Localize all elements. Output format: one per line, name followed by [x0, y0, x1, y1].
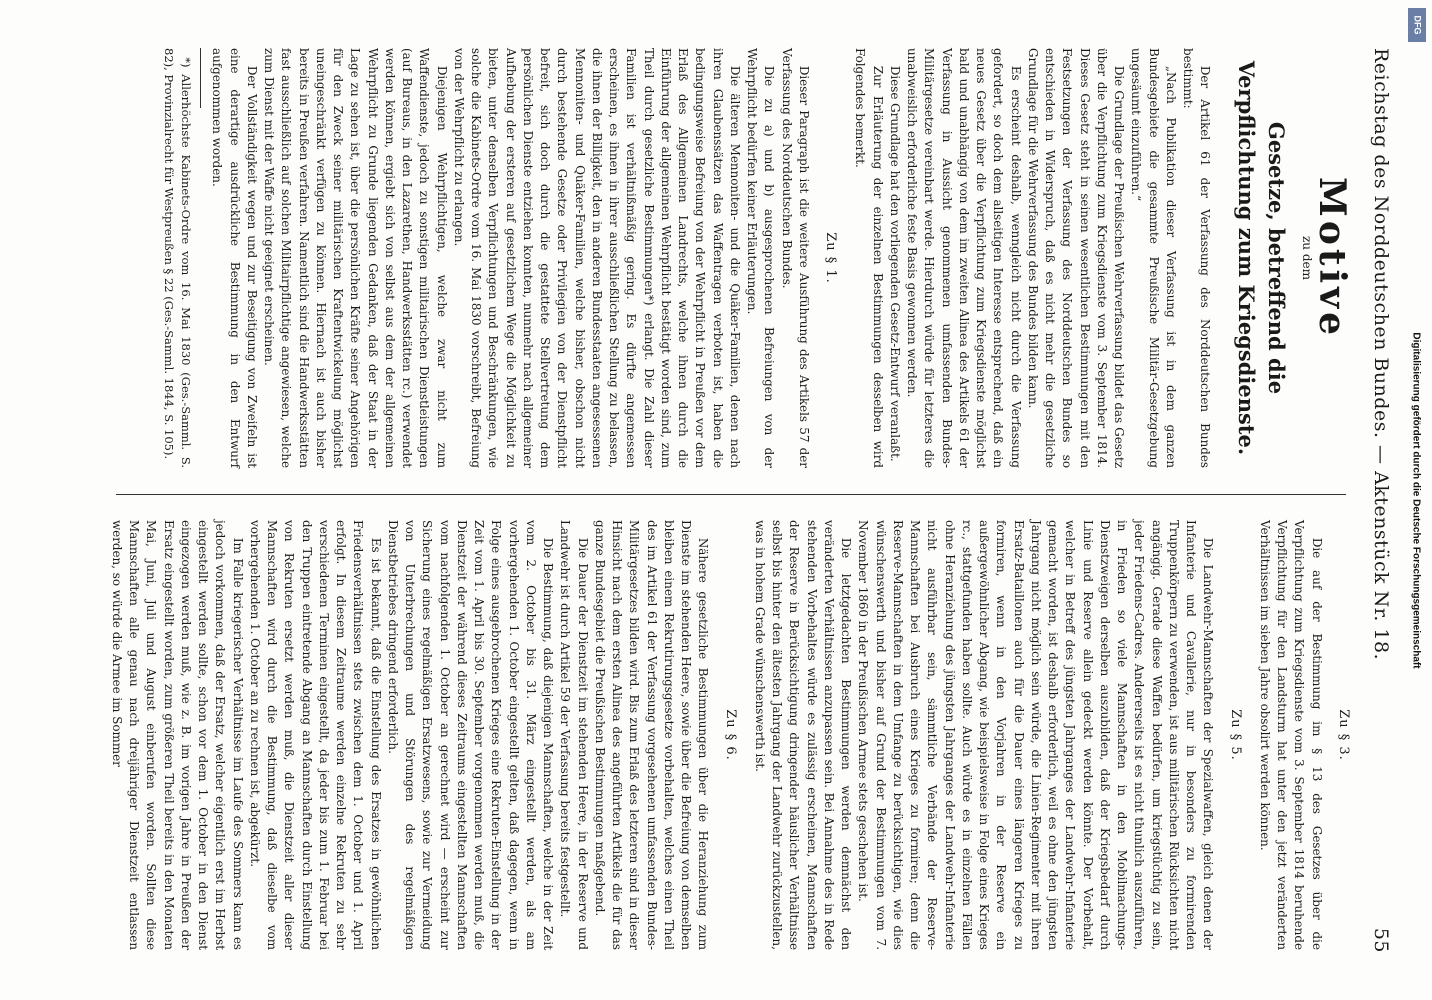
digitization-note — [1404, 100, 1428, 900]
paragraph: Der Vollständigkeit wegen und zur Beseitigung von Zweifeln ist eine derartige ausdrückliche Bestimmung in den Entwurf aufgenommen worden. — [210, 48, 259, 468]
paragraph: Diejenigen Wehrpflichtigen, welche zwar nicht zum Waffendienste, jedoch zu sonstigen militairischen Dienstleistungen (auf Bureaus, in den Lazarethen, Handwerksstätten rc.) verwendet werden können, ergiebt sich von selbst aus dem der allgemeinen Wehrpflicht zu Grunde liegenden Gedanken, daß der Staat in der Lage zu sehen ist, über die persönlichen Kräfte seiner Angehörigen für den Zweck seiner militärischen Kraftentwickelung möglichst uneingeschränkt verfügen zu können. Hiernach ist auch bisher bereits in Preußen verfahren. Namentlich sind die Handwerksstätten fast ausschließlich auf solchen Militairpflichtige angewiesen, welche zum Dienst mit der Waffe nicht geeignet erscheinen. — [262, 48, 449, 468]
column-divider — [116, 494, 1346, 495]
section-heading-5: Zu § 5. — [1227, 709, 1243, 761]
section-heading-6: Zu § 6. — [722, 709, 738, 761]
section-heading-3: Zu § 3. — [1336, 709, 1351, 761]
paragraph: Dieser Paragraph ist die weitere Ausführung des Artikels 57 der Verfassung des Norddeutschen Bundes. — [779, 48, 811, 468]
paragraph: Die Dauer der Dienstzeit im stehenden Heere, in der Reserve und Landwehr ist durch Artikel 59 der Verfassung bereits festgestellt. — [558, 520, 590, 950]
motive-heading: Motive — [1311, 177, 1353, 339]
footnote — [160, 48, 194, 468]
page-number: 55 — [1370, 927, 1392, 953]
paragraph: Im Falle kriegerischer Verhältnisse im Laufe des Sommers kann es jedoch vorkommen, daß der Ersatz, welcher eigentlich erst im Herbst eingestellt werden sollte, schon vor dem 1. October in den Dienst eingezogen werden muß, wie z. B. im vorigen Jahre in Preußen der Ersatz eingestellt worden, zum größeren Theil bereits in den Monaten Mai, Juni, Juli und August einberufen worden. Sollten diese Mannschaften alle genau nach dreijähriger Dienstzeit entlassen werden, so würde die Armee im Sommer — [110, 520, 245, 950]
zu-dem-line: zu dem — [1299, 235, 1314, 281]
dfg-logo-text: DFG — [1412, 15, 1422, 35]
running-head — [1362, 48, 1392, 953]
paragraph: Zur Erläuterung der einzelnen Bestimmungen desselben wird Folgendes bemerkt. — [853, 48, 885, 468]
paragraph: Die auf der Bestimmung im § 13 des Gesetzes über die Verpflichtung zum Kriegsdienste vom 3. September 1814 beruhende Verpflichtung für den Landsturm hat unter den jetzt veränderten Verhältnissen im sieben Jahre obsolirt werden können. — [1258, 520, 1324, 950]
paragraph: Die letztgedachten Bestimmungen werden demnächst den veränderten Verhältnissen anzupassen sein. Bei Annahme des in Rede stehenden Vorbehaltes würde es zulässig erscheinen, Mannschaften der Reserve in Berücksichtigung dringender häuslicher Verhältnisse selbst bis hinter den ältesten Jahrgang der Landwehr zurückzustellen, was in hohem Grade wünschenswerth ist. — [753, 520, 854, 950]
paragraph: Es ist bekannt, daß die Einstellung des Ersatzes in gewöhnlichen Friedensverhältnissen stets zwischen dem 1. October und 1. April erfolgt. In diesem Zeitraume werden einzelne Rekruten zu sehr verschiedenen Terminen eingestellt, da jeder bis zum 1. Februar bei den Truppen eintretende Abgang an Mannschaften durch Einstellung von Rekruten ersetzt werden muß, die Dienstzeit aller dieser Mannschaften wird durch die Bestimmung, daß dieselbe vom vorhergehenden 1. October an zu rechnen ist, abgekürzt. — [248, 520, 383, 950]
digitization-note-text: Digitalisierung gefördert durch die Deutsche Forschungsgemeinschaft — [1410, 331, 1422, 669]
left-column — [160, 48, 1353, 468]
paragraph: Nähere gesetzliche Bestimmungen über die Heranziehung zum Dienste im stehenden Heere, sowie über die Befreiung von demselben bleiben einem Rekrutirungsgesetze vorbehalten, welches einen Theil des im Artikel 61 der Verfassung vorgesehenen umfassenden Bundes-Militärgesetzes bilden wird. Bis zum Erlaß des letzteren sind in dieser Hinsicht nach dem ersten Alinea des angeführten Artikels die für das ganze Bundesgebiet die Preußischen Bestimmungen maßgebend. — [593, 520, 711, 950]
law-title: Gesetze, betreffend die Verpflichtung zum Kriegsdienste. — [1234, 60, 1290, 456]
section-heading-1: Zu § 1. — [823, 232, 839, 284]
paragraph: Die zu a) und b) ausgesprochenen Befreiungen von der Wehrpflicht bedürfen keiner Erläuterungen. — [745, 48, 777, 468]
running-title: Reichstag des Norddeutschen Bundes. — Aktenstück Nr. 18. — [1370, 48, 1392, 661]
paragraph: Die Landwehr-Mannschaften der Spezialwaffen, gleich denen der Infanterie und Cavallerie, nur in besonders zu formirenden Truppenkörpern zu verwenden, ist aus militärischen Rücksichten nicht angängig. Gerade diese Waffen bedürfen, um kriegstüchtig zu sein, jeder Friedens-Cadres. Andererseits ist es nicht thunlich auszuführen, in Frieden so viele Mannschaften in den Mobilmachungs-Dienstzweigen derselben auszubilden, daß der Kriegsbedarf durch Linie und Reserve allein gedeckt werden könnte. Der Vorbehalt, welcher in Betreff des jüngsten Jahrganges der Landwehr-Infanterie gemacht worden, ist deshalb erforderlich, weil es ohne den jüngsten Jahrgang nicht möglich sein würde, die Linien-Regimenter mit ihren Ersatz-Bataillonen auch für die Dauer eines längeren Krieges zu formiren, wenn in den Vorjahren in der Reserve ein außergewöhnlicher Abgang, wie beispielsweise in Folge eines Krieges rc., stattgefunden haben sollte. Auch würde es in einzelnen Fällen ohne Heranziehung des jüngsten Jahrganges der Landwehr-Infanterie nicht ausführbar sein, sämmtliche Verbände der Reserve-Mannschaften bei Ausbruch eines Krieges zu formiren; denn die Reserve-Mannschaften in dem Umfange zu berücksichtigen, wie dies wünschenswerth und bisher auf Grund der Bestimmungen vom 7. November 1860 in der Preußischen Armee stets geschehen ist. — [856, 520, 1216, 950]
right-column — [108, 520, 1352, 950]
paragraph: Diese Grundlage hat den vorliegenden Gesetz-Entwurf veranlaßt. — [888, 65, 902, 462]
paragraph: Der Artikel 61 der Verfassung des Norddeutschen Bundes bestimmt: — [1181, 48, 1213, 468]
paragraph: Die Bestimmung, daß diejenigen Mannschaften, welche in der Zeit vom 2. October bis 31. März eingestellt werden, als am vorhergehenden 1. October eingestellt gelten, daß dagegen, wenn in Folge eines ausgebrochenen Krieges eine Rekruten-Einstellung in der Zeit vom 1. April bis 30. September vorgenommen werden muß, die Dienstzeit der während dieses Zeitraums eingestellten Mannschaften vom nachfolgenden 1. October an gerechnet wird — erscheint zur Sicherung eines regelmäßigen Ersatzwesens, sowie zur Vermeidung von Unterbrechungen und Störungen des regelmäßigen Dienstbetriebes dringend erforderlich. — [386, 520, 556, 950]
paragraph: Es erscheint deshalb, wenngleich nicht durch die Verfassung gefordert, so doch dem allseitigen Interesse entsprechend, daß ein neues Gesetz über die Verpflichtung zum Kriegsdienste möglichst bald und unabhängig von dem im zweiten Alinea des Artikels 61 der Verfassung in Aussicht genommenen umfassenden Bundes-Militärgesetze vereinbart werde. Hierdurch würde für letzteres die unabweislich erforderliche feste Basis gewonnen werden. — [905, 48, 1023, 468]
footnote-rule-wrap — [194, 48, 208, 468]
quoted-article: „Nach Publikation dieser Verfassung ist in dem ganzen Bundesgebiete die gesammte Preußische Militär-Gesetzgebung ungesäumt einzuführen.“ — [1129, 48, 1178, 468]
dfg-logo — [1408, 8, 1426, 42]
paragraph: Die Grundlage der Preußischen Wehrverfassung bildet das Gesetz über die Verpflichtung zum Kriegsdienste vom 3. September 1814. Dieses Gesetz steht in seinen wesentlichen Bestimmungen mit den Festsetzungen der Verfassung des Norddeutschen Bundes so entschieden in Widerspruch, daß es nicht mehr die gesetzliche Grundlage für die Wehrverfassung des Bundes bilden kann. — [1026, 48, 1127, 468]
footnote-text: *) Allerhöchste Kabinets-Ordre vom 16. Mai 1830 (Ges.-Samml. S. 82), Provinzialrecht für Westpreußen § 22 (Ges.-Samml. 1844, S. 105). — [162, 48, 194, 468]
paragraph: Die älteren Mennoniten- und die Quäker-Familien, denen nach ihren Glaubenssätzen das Waffentragen verboten ist, haben die bedingungsweise Befreiung von der Wehrpflicht in Preußen vor dem Erlaß des Allgemeinen Landrechts, welche ihnen durch die Einführung der allgemeinen Wehrpflicht bestätigt worden sind, zum Theil durch gesetzliche Bestimmungen*) erlangt. Die Zahl dieser Familien ist verhältnißmäßig gering. Es dürfte angemessen erscheinen, es ihnen in ihrer ausschließlichen Stellung zu belassen, die ihnen der Billigkeit, den in anderen Bundesstaaten angesessenen Mennoniten- und Quäker-Familien, welche bisher, obschon nicht durch bestehende Gesetze oder Privilegien von der Dienstpflicht befreit, sich doch durch die gestattete Stellvertretung dem persönlichen Dienste entziehen konnten, nunmehr nach allgemeiner Aufhebung der ersteren auf gesetzlichem Wege die Möglichkeit zu bieten, unter denselben Verpflichtungen und Beschränkungen, wie solche die Kabinets-Ordre vom 16. Mai 1830 vorschreibt, Befreiung von der Wehrpflicht zu erlangen. — [452, 48, 742, 468]
footnote-rule — [200, 48, 201, 108]
